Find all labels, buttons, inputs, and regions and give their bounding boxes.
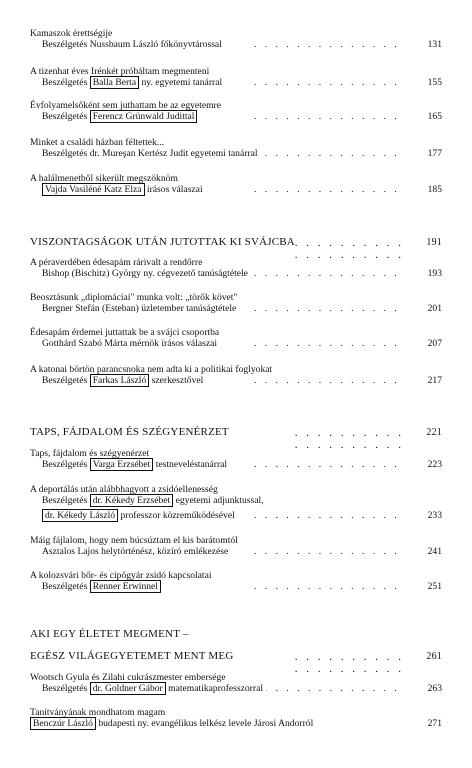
section-heading: [30, 426, 442, 439]
dot-leader: [254, 683, 404, 694]
toc-entry-byline: [30, 718, 442, 729]
toc-entry-byline: [42, 510, 238, 521]
toc-entry-byline: [42, 148, 261, 159]
byline-prefix: Beszélgetés: [42, 459, 90, 471]
toc-entry-title: Taps, fájdalom és szégyenérzet: [30, 448, 150, 459]
dot-leader: [254, 581, 404, 592]
toc-entry-subtitle: [30, 546, 442, 557]
section-heading: [30, 650, 442, 663]
byline-prefix: Beszélgetés: [42, 39, 90, 51]
toc-entry-byline: [42, 375, 206, 386]
page-number: 191: [422, 237, 442, 248]
page-number: 223: [424, 459, 442, 470]
highlighted-name: Vajda Vasiléné Katz Elza: [42, 183, 145, 196]
toc-entry-byline: [30, 495, 442, 506]
toc-entry-byline: [42, 459, 230, 470]
page-number: 217: [424, 375, 442, 386]
byline-suffix: egyetemi adjunktussal,: [173, 495, 264, 507]
dot-leader: [254, 268, 404, 279]
page-number: 185: [424, 184, 442, 195]
byline-suffix: írásos válaszai: [144, 184, 203, 196]
toc-entry: [30, 66, 442, 89]
toc-entry-title: A péraverdében édesapám rárivalt a rendőrre: [30, 257, 203, 268]
toc-entry: [30, 28, 442, 51]
toc-entry-byline: [42, 111, 200, 122]
toc-entry: [30, 292, 442, 315]
toc-entry: [30, 364, 442, 387]
toc-entry-byline: [42, 303, 239, 314]
highlighted-name: Renner Erwinnel: [90, 580, 161, 593]
byline-suffix: professzor közreműködésével: [118, 509, 235, 521]
toc-entry-subtitle: [30, 459, 442, 470]
byline-prefix: Beszélgetés: [42, 77, 90, 89]
toc-entry-subtitle: [30, 268, 442, 279]
byline-suffix: Gotthárd Szabó Márta mérnök írásos válaszai: [42, 338, 218, 350]
highlighted-name: Benczúr László: [30, 717, 96, 730]
toc-entry-subtitle: [30, 184, 442, 195]
dot-leader: [254, 39, 404, 50]
page-number: 271: [424, 718, 442, 729]
toc-entry-title: Máig fájlalom, hogy nem búcsúztam el kis barátomtól: [30, 535, 238, 546]
page-number: 261: [422, 651, 442, 662]
toc-entry-title: Kamaszok érettségije: [30, 28, 113, 39]
page-number: 241: [424, 546, 442, 557]
highlighted-name: dr. Kékedy Erzsébet: [90, 494, 174, 507]
byline-suffix: Asztalos Lajos helytörténész, közíró emlékezése: [42, 546, 229, 558]
page-number: 251: [424, 581, 442, 592]
dot-leader: [254, 303, 404, 314]
toc-entry-byline: [42, 581, 164, 592]
toc-entry-title: A halálmenetből sikerült megszöknöm: [30, 173, 178, 184]
byline-suffix: matematikaprofesszorral: [165, 683, 263, 695]
byline-prefix: Beszélgetés: [42, 495, 90, 507]
toc-entry-title: A tizenhat éves Irénkét próbáltam megmenteni: [30, 66, 210, 77]
page-number: 207: [424, 338, 442, 349]
toc-entry-byline: [42, 77, 225, 88]
toc-entry-byline: [42, 683, 266, 694]
dot-leader: [254, 111, 404, 122]
dot-leader: [254, 77, 404, 88]
toc-entry-title: Minket a családi házban féltettek...: [30, 137, 164, 148]
section-title: TAPS, FÁJDALOM ÉS SZÉGYENÉRZET: [30, 426, 229, 438]
page-number: 201: [424, 303, 442, 314]
toc-entry-subtitle: [30, 148, 442, 159]
byline-suffix: Bergner Stefán (Esteban) üzletember tanúságtétele: [42, 303, 237, 315]
toc-entry: [30, 707, 442, 730]
page-number: 193: [424, 268, 442, 279]
toc-entry-subtitle: [30, 303, 442, 314]
dot-leader: [254, 546, 404, 557]
highlighted-name: Farkas László: [90, 374, 150, 387]
byline-prefix: Beszélgetés: [42, 111, 90, 123]
byline-suffix: Bishop (Bischitz) György ny. cégvezető tanúságtétele: [42, 268, 248, 280]
toc-entry-subtitle: [30, 338, 442, 349]
page-number: 263: [424, 683, 442, 694]
toc-entry-byline: [42, 184, 206, 195]
section-title: VISZONTAGSÁGOK UTÁN JUTOTTAK KI SVÁJCBA: [30, 236, 295, 248]
page-number: 165: [424, 111, 442, 122]
toc-entry-title: A kolozsvári bőr- és cipőgyár zsidó kapcsolatai: [30, 570, 212, 581]
toc-entry: [30, 448, 442, 471]
section-title: EGÉSZ VILÁGEGYETEMET MENT MEG: [30, 650, 234, 662]
page-number: 221: [422, 427, 442, 438]
toc-entry-title: A katonai börtön parancsnoka nem adta ki a politikai foglyokat: [30, 364, 273, 375]
byline-prefix: Beszélgetés: [42, 148, 90, 160]
toc-entry: [30, 100, 442, 123]
toc-entry-subtitle: [30, 375, 442, 386]
byline-suffix: budapesti ny. evangélikus lelkész levele Járosi Andorról: [95, 718, 314, 730]
dot-leader: [254, 148, 404, 159]
section-heading: [30, 236, 442, 249]
toc-entry-subtitle: [30, 77, 442, 88]
highlighted-name: dr. Kékedy László: [42, 509, 118, 522]
page-number: 177: [424, 148, 442, 159]
toc-entry-subtitle: [30, 39, 442, 50]
byline-suffix: dr. Mureşan Kertész Judit egyetemi tanárral: [89, 148, 258, 160]
highlighted-name: Ferencz Grünwald Judittal: [90, 110, 198, 123]
byline-prefix: Beszélgetés: [42, 581, 90, 593]
toc-entry-title: A deportálás után alábbhagyott a zsidóellenesség: [30, 484, 218, 495]
toc-entry-byline: [30, 718, 316, 729]
dot-leader: [254, 375, 404, 386]
byline-prefix: Beszélgetés: [42, 683, 90, 695]
dot-leader: [254, 184, 404, 195]
toc-entry-subtitle: [30, 111, 442, 122]
section-heading: AKI EGY ÉLETET MEGMENT –: [30, 628, 189, 640]
toc-entry: [30, 672, 442, 695]
toc-entry: [30, 173, 442, 196]
toc-entry-byline-continued: [30, 510, 442, 521]
toc-entry: [30, 535, 442, 558]
toc-entry-title: Évfolyamelsőként sem juthattam be az egyetemre: [30, 100, 222, 111]
toc-entry-title: Beosztásunk „diplomáciai" munka volt: „törők követ": [30, 292, 238, 303]
toc-entry-title: Édesapám érdemei juttattak be a svájci csoportba: [30, 327, 220, 338]
toc-entry-subtitle: [30, 581, 442, 592]
toc-entry-byline: [42, 39, 225, 50]
highlighted-name: Varga Erzsébet: [90, 458, 154, 471]
page-number: 233: [424, 510, 442, 521]
highlighted-name: dr. Goldner Gábor: [90, 682, 166, 695]
page-number: 155: [424, 77, 442, 88]
highlighted-name: Balla Berta: [90, 76, 139, 89]
toc-entry-byline: [42, 338, 220, 349]
dot-leader: [254, 338, 404, 349]
dot-leader: [254, 459, 404, 470]
toc-entry: [30, 137, 442, 160]
byline-suffix: ny. egyetemi tanárral: [139, 77, 223, 89]
dot-leader: [254, 510, 404, 521]
toc-entry: [30, 327, 442, 350]
byline-prefix: Beszélgetés: [42, 375, 90, 387]
toc-entry: [30, 257, 442, 280]
toc-entry: [30, 570, 442, 593]
toc-entry-title: Tanítványának mondhatom magam: [30, 707, 166, 718]
page-number: 131: [424, 39, 442, 50]
byline-suffix: szerkesztővel: [149, 375, 204, 387]
toc-entry-byline: [42, 546, 231, 557]
toc-entry: [30, 484, 442, 521]
toc-entry-byline: [42, 268, 251, 279]
byline-suffix: Nussbaum László főkönyvtárossal: [89, 39, 222, 51]
toc-entry-subtitle: [30, 683, 442, 694]
byline-suffix: testneveléstanárral: [153, 459, 228, 471]
toc-entry-title: Wootsch Gyula és Zilahi cukrászmester embersége: [30, 672, 226, 683]
